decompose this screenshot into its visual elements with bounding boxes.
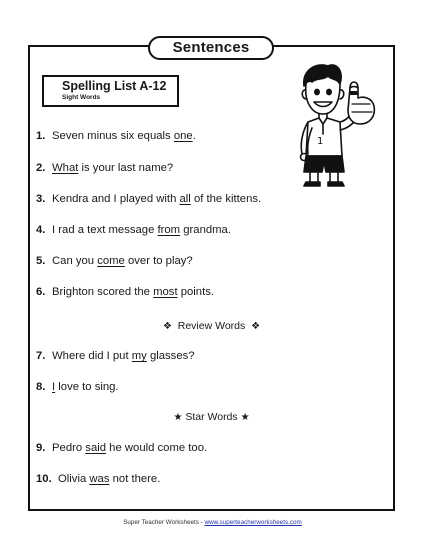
sentence-item: 2. What is your last name? bbox=[36, 162, 174, 174]
spelling-word: my bbox=[131, 350, 147, 362]
sentence-item: 8. I love to sing. bbox=[36, 381, 119, 393]
star-words-heading bbox=[28, 410, 395, 425]
footer bbox=[0, 519, 425, 526]
sentence-item: 5. Can you come over to play? bbox=[36, 255, 193, 267]
sentence-item: 7. Where did I put my glasses? bbox=[36, 350, 195, 362]
spelling-word: said bbox=[85, 442, 107, 454]
spelling-word: most bbox=[153, 286, 178, 298]
sentence-item: 9. Pedro said he would come too. bbox=[36, 442, 208, 454]
sentence-item: 10. Olivia was not there. bbox=[36, 473, 161, 485]
review-words-label: Review Words bbox=[177, 320, 246, 332]
sentence-number: 10. bbox=[36, 473, 52, 485]
sentence-number: 2. bbox=[36, 162, 46, 174]
spelling-list-box bbox=[42, 75, 179, 107]
spelling-word: was bbox=[89, 473, 110, 485]
spelling-word: What bbox=[52, 162, 79, 174]
spelling-word: from bbox=[157, 224, 181, 236]
footer-link[interactable]: www.superteacherworksheets.com bbox=[204, 519, 302, 526]
sentence-item: 3. Kendra and I played with all of the kittens. bbox=[36, 193, 262, 205]
sentence-number: 9. bbox=[36, 442, 46, 454]
star-icon: ★ bbox=[240, 412, 250, 423]
star-words-label: Star Words bbox=[185, 411, 238, 423]
sentence-number: 7. bbox=[36, 350, 46, 362]
sentence-number: 5. bbox=[36, 255, 46, 267]
spelling-list-subtitle: Sight Words bbox=[62, 94, 101, 101]
sentence-number: 4. bbox=[36, 224, 46, 236]
sentence-item: 1. Seven minus six equals one. bbox=[36, 130, 196, 142]
footer-text: Super Teacher Worksheets - bbox=[123, 519, 205, 526]
spelling-word: one bbox=[173, 130, 193, 142]
diamond-icon: ❖ bbox=[251, 321, 261, 332]
boy-thumbs-up-illustration bbox=[290, 58, 384, 188]
spelling-word: come bbox=[97, 255, 125, 267]
spelling-word: I bbox=[52, 381, 56, 393]
svg-text:1: 1 bbox=[317, 136, 324, 147]
sentence-number: 8. bbox=[36, 381, 46, 393]
sentence-number: 1. bbox=[36, 130, 46, 142]
diamond-icon: ❖ bbox=[162, 321, 172, 332]
review-words-heading bbox=[28, 319, 395, 334]
page-title: Sentences bbox=[148, 36, 274, 60]
spelling-word: all bbox=[179, 193, 191, 205]
sentence-item: 4. I rad a text message from grandma. bbox=[36, 224, 231, 236]
sentence-item: 6. Brighton scored the most points. bbox=[36, 286, 215, 298]
sentence-number: 3. bbox=[36, 193, 46, 205]
sentence-number: 6. bbox=[36, 286, 46, 298]
spelling-list-title: Spelling List A-12 bbox=[62, 79, 167, 93]
star-icon: ★ bbox=[173, 412, 183, 423]
